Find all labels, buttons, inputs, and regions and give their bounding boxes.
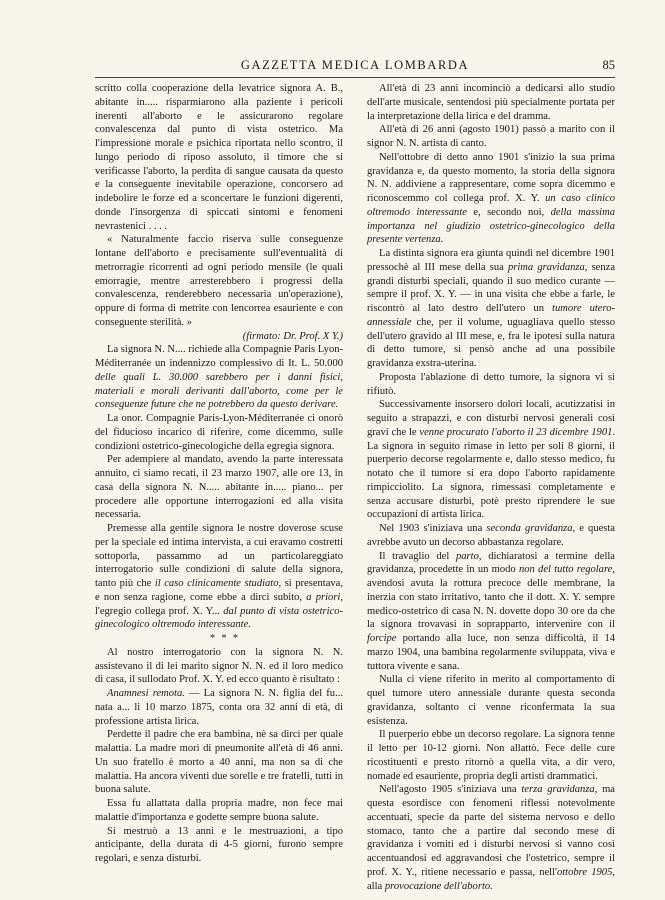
paragraph — [367, 550, 615, 674]
italic-run: parto — [456, 550, 479, 562]
paragraph: scritto colla cooperazione della levatrice signora A. B., abitante in..... risparmiarono alla paziente i pericoli inerenti all'aborto e le assicurarono regolare convalescenza dal punto di vista ostetrico. Ma l'impressione morale e psichica riportata nello scontro, il lungo periodo di riposo assoluto, il timore che si verificasse l'aborto, la perdita di sangue causata da questo e la conseguente inevitabile operazione, concorsero ad indebolire le forze ed a sconcertare le funzioni digerenti, donde l'insorgenza di spiccati sintomi e fenomeni nevrastenici . . . . — [95, 83, 343, 232]
italic-run: provocazione dell'aborto. — [384, 880, 493, 892]
header-rule — [95, 77, 615, 78]
text-run: , l'egregio collega prof. X. Y... — [95, 591, 343, 617]
italic-run: il caso clinicamente studiato — [154, 578, 279, 589]
text-run: , senza grandi disturbi speciali, quando il suo medico curante — sempre il prof. X. Y. — in una visita che ebbe a farle, le riscontrò al lato destro dell'utero un — [367, 261, 616, 314]
italic-run: dal punto di vista ostetrico-ginecologico oltremodo interessante. — [95, 605, 344, 631]
text-run: , dichiaratosi a termine della gravidanza, procedette in un modo — [367, 550, 615, 576]
text-run: . La signora in seguito rimase in letto per soli 8 giorni, il puerperio decorse regolarmente e, dallo stesso medico, fu notato che il tumore si era dopo l'aborto rapidamente rimpicciolito. La signora, rimessasi completamente e senza accusare disturbi, potè presto riprendere le sue occupazioni di artista lirica. — [367, 426, 616, 521]
italic-run: della massima importanza nel giudizio ostetrico-ginecologico della presente vertenza. — [367, 206, 615, 246]
italic-run: tumore utero-annessiale — [367, 303, 615, 328]
italic-run: a priori — [306, 591, 341, 603]
paragraph: All'età di 26 anni (agosto 1901) passò a marito con il signor N. N. artista di canto. — [367, 124, 615, 149]
signature — [95, 330, 343, 344]
paragraph — [95, 687, 343, 728]
page-number: 85 — [602, 58, 615, 72]
paragraph: Nulla ci viene riferito in merito al comportamento di quel tumore utero annessiale durante questa seconda gravidanza, soltanto ci venne riconfermata la sua esistenza. — [367, 674, 615, 727]
text-run: — La signora N. N. figlia del fu... nata a... li 10 marzo 1875, conta ora 32 anni di età, di professione artista lirica. — [95, 688, 343, 727]
paragraph — [367, 522, 615, 550]
paragraph: Perdette il padre che era bambina, nè sa dirci per quale malattia. La madre morì di pneumonite all'età di 46 anni. Un suo fratello è morto a 40 anni, ma non sa di che malattia. Ha ancora viventi due sorelle e tre fratelli, tutti in buona salute. — [95, 729, 343, 796]
italic-run: venne procurato l'aborto il 23 dicembre 1901 — [419, 426, 613, 438]
paragraph: Al nostro interrogatorio con la signora N. N. assistevano il di lei marito signor N. N. ed il loro medico di casa, il sullodato Prof. X. Y. ed ecco quanto è risultato : — [95, 646, 343, 686]
running-header — [95, 58, 615, 74]
text-run: Nell'ottobre di detto anno 1901 s'inizio la sua prima gravidanza e, da questo momento, la storia della signora N. N. addiviene a rappresentare, come sopra dicemmo e riconoscemmo col collega prof. X. Y. — [367, 151, 615, 204]
italic-run: non del tutto regolare — [518, 564, 613, 576]
paragraph — [95, 343, 343, 412]
quoted-report: « Naturalmente faccio riserva sulle conseguenze lontane dell'aborto e precisamente sull'eventualità di metrorragie ricorrenti ad ogni periodo mensile (le quali emorragie, mentre arresterebbero i progressi della convalescenza, renderebbero necessaria un'operazione), oppure di forma di metrite con lencorrea esauriente e con conseguente sterilità. » — [95, 234, 343, 328]
paragraph — [95, 522, 343, 632]
signature-text: (firmato: Dr. Prof. X Y.) — [242, 330, 343, 342]
italic-run: seconda gravidanza — [486, 523, 573, 534]
paragraph — [367, 783, 615, 893]
text-run: , avendosi avuta la rottura precoce delle membrane, la inerzia con stato irritativo, tanto che il dott. X. Y. sempre medico-ostetrico di casa N. N. dovette dopo 30 ore da che la signora trovavasi in soprapparto, intervenire con il — [367, 564, 615, 631]
paragraph: La onor. Compagnie Paris-Lyon-Méditerranée ci onorò del fiducioso incarico di riferire, come dicemmo, sulle condizioni ostetrico-ginecologiche della egregia signora. — [95, 413, 343, 452]
paragraph — [367, 398, 615, 522]
text-run: Nel 1903 s'iniziava una — [379, 523, 487, 534]
paragraph: Essa fu allattata dalla propria madre, non fece mai malattie d'importanza e godette sempre buona salute. — [95, 798, 343, 823]
text-run: , si presentava, e non senza ragione, come ebbe a dirci subito, — [95, 578, 343, 603]
text-run: , alla — [367, 866, 615, 892]
text-run: che, per il volume, uguagliava quello stesso dell'utero gravido al III mese, e, fra le ipotesi sulla natura di detto tumore, si pensò anche ad una possibile gravidanza exstra-uterina. — [367, 316, 615, 369]
text-run: La distinta signora era giunta quindi nel dicembre 1901 pressochè al III mese della sua — [367, 248, 615, 273]
paragraph: Per adempiere al mandato, avendo la parte interessata annuito, ci siamo recati, il 23 marzo 1907, alle ore 13, in casa della signora N. N..... abitante in..... piano... per procedere alle opportune interrogazioni ed alla visita necessaria. — [95, 454, 343, 521]
paragraph: Proposta l'ablazione di detto tumore, la signora vi si rifiutò. — [367, 371, 615, 397]
italic-run: prima gravidanza — [507, 261, 585, 273]
paragraph — [367, 247, 615, 371]
italic-run: un caso clinico oltremodo interessante — [367, 193, 615, 218]
text-run: portando alla luce, non senza difficoltà, il 14 marzo 1904, una bambina regolarmente sviluppata, viva e tuttora vivente e sana. — [367, 633, 615, 672]
text-run: e, secondo noi, — [466, 206, 551, 218]
italic-run: forcipe — [367, 633, 397, 644]
text-run: , e questa avrebbe avuto un decorso abbastanza regolare. — [367, 523, 615, 548]
text-run: Premesse alla gentile signora le nostre doverose scuse per la speciale ed intima intervista, a cui eravamo costretti sottoporla, passammo ad un particolareggiato interrogatorio sulle condizioni di salute della signora, tanto più che — [95, 523, 343, 589]
paragraph: All'età di 23 anni incominciò a dedicarsi allo studio dell'arte musicale, sentendosi più specialmente portata per la interpretazione della lirica e del dramma. — [367, 83, 615, 122]
section-divider-stars: * * * — [210, 633, 240, 644]
paragraph: Si mestruò a 13 anni e le mestruazioni, a tipo anticipante, della durata di 4-5 giorni, furono sempre regolari, e senza disturbi. — [95, 825, 343, 864]
paragraph: Il puerperio ebbe un decorso regolare. La signora tenne il letto per 10-12 giorni. Non allattò. Fece delle cure ricostituenti e presto ritornò a quella vita, a dir vero, nomade ed esauriente, propria degli artisti drammatici. — [367, 729, 615, 782]
right-column — [367, 82, 615, 893]
text-run: , ma questa esordisce con fenomeni riflessi notevolmente accentuati, specie da parte del sistema nervoso e dello stomaco, tanto che a partire dal secondo mese di gravidanza i vomiti ed i disturbi nervosi si vanno così accentuandosi ed aggravandosi che l'ostetrico, sempre il prof. X. Y., ritiene necessario e passa, nell' — [367, 784, 615, 878]
text-run: Nell'agosto 1905 s'iniziava una — [379, 784, 522, 796]
text-run: Successivamente insorsero dolori locali, acutizzatisi in seguito a strapazzi, e con disturbi nervosi generali così gravi che le — [367, 399, 615, 438]
left-column — [95, 82, 343, 866]
italic-run: ottobre 1905 — [556, 866, 613, 878]
section-label: Anamnesi remota. — [107, 688, 185, 699]
paragraph — [367, 151, 615, 247]
journal-title: GAZZETTA MEDICA LOMBARDA — [240, 58, 470, 72]
italic-run: delle quali L. 30.000 sarebbero per i danni fisici, materiali e morali derivanti dall'aborto, come per le conseguenze future che ne potrebbero da questo derivare. — [95, 371, 343, 411]
text-run: La signora N. N.... richiede alla Compagnie Paris Lyon-Méditerranée un indennizzo complessivo di It. L. 50.000 — [95, 344, 343, 369]
italic-run: terza gravidanza — [521, 784, 595, 796]
text-run: Il travaglio del — [379, 550, 456, 562]
